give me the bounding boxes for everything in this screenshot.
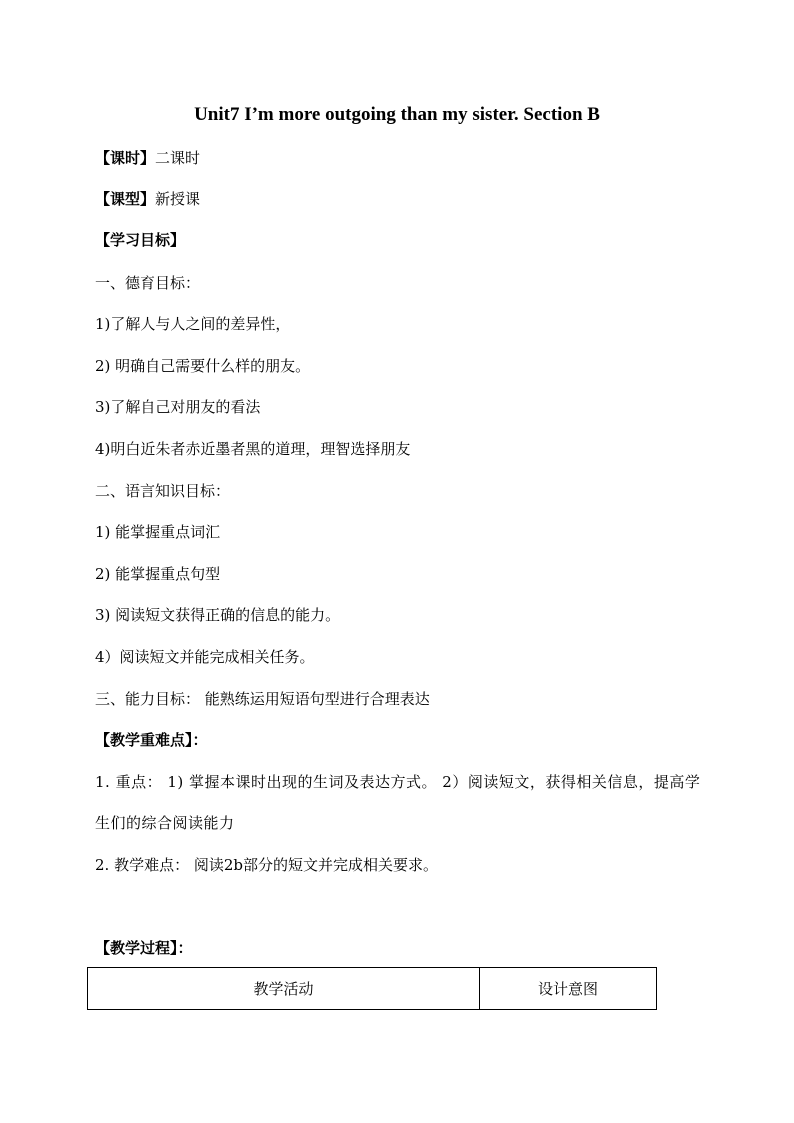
document-title: Unit7 I’m more outgoing than my sister. Section B: [194, 104, 600, 125]
moral-objective-item: 1)了解人与人之间的差异性，: [95, 315, 291, 333]
language-objective-item: 2) 能掌握重点句型: [95, 565, 221, 583]
language-objective-item: 1) 能掌握重点词汇: [95, 523, 221, 541]
moral-objectives-heading: 一、德育目标：: [95, 274, 201, 292]
lesson-type-label: 【课型】: [95, 190, 156, 208]
objectives-heading: 【学习目标】: [95, 231, 186, 249]
language-objective-item: 3) 阅读短文获得正确的信息的能力。: [95, 606, 341, 624]
lesson-time-label: 【课时】: [95, 149, 156, 167]
column-header-activity: 教学活动: [88, 968, 480, 1010]
lesson-type-value: 新授课: [155, 190, 201, 208]
key-point-2: 2. 教学难点： 阅读2b部分的短文并完成相关要求。: [95, 856, 438, 874]
moral-objective-item: 2) 明确自己需要什么样的朋友。: [95, 357, 311, 375]
lesson-time-value: 二课时: [155, 149, 201, 167]
language-objectives-heading: 二、语言知识目标：: [95, 482, 231, 500]
process-heading: 【教学过程】：: [95, 939, 193, 957]
column-header-intent: 设计意图: [480, 968, 657, 1010]
key-points-heading: 【教学重难点】：: [95, 731, 208, 749]
table-header-row: [88, 968, 657, 1010]
moral-objective-item: 3)了解自己对朋友的看法: [95, 398, 261, 416]
moral-objective-item: 4)明白近朱者赤近墨者黑的道理，理智选择朋友: [95, 440, 411, 458]
key-point-1: 1. 重点： 1) 掌握本课时出现的生词及表达方式。 2）阅读短文，获得相关信息，提高学生们的综合阅读能力: [95, 773, 701, 832]
lesson-time-line: [95, 148, 200, 168]
process-table: [87, 967, 657, 1010]
lesson-type-line: [95, 189, 200, 209]
language-objective-item: 4）阅读短文并能完成相关任务。: [95, 648, 315, 666]
ability-objective: 三、能力目标： 能熟练运用短语句型进行合理表达: [95, 690, 430, 708]
